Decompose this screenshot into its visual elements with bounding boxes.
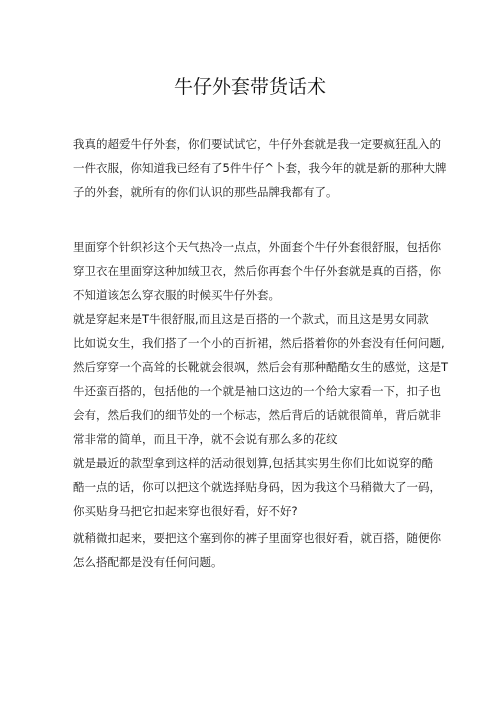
text-line: 酷一点的话，你可以把这个就选择贴身码，因为我这个马稍微大了一码， (73, 480, 441, 494)
document-title: 牛仔外套带货话术 (173, 76, 326, 98)
text-line: 不知道该怎么穿衣服的时候买牛仔外套。 (73, 288, 280, 302)
text-line: 子的外套，就所有的你们认识的那些品牌我都有了。 (73, 185, 338, 199)
text-line: 一件衣服，你知道我已经有了5件牛仔^卜套，我今年的就是新的那种大牌 (73, 161, 447, 175)
text-line: 里面穿个针织衫这个天气热冷一点点，外面套个牛仔外套很舒服，包括你 (73, 240, 441, 254)
text-line: 比如说女生，我们搭了一个小的百折裙，然后搭着你的外套没有任何问题, (73, 336, 445, 350)
text-line: 你买贴身马把它扣起来穿也很好看，好不好? (73, 504, 298, 518)
text-line: 就是最近的款型拿到这样的活动很划算,包括其实男生你们比如说穿的酷 (73, 456, 434, 470)
text-line: 常非常的简单，而且干净，就不会说有那么多的花纹 (73, 432, 338, 446)
text-line: 就是穿起来是T牛很舒服,而且这是百搭的一个款式，而且这是男女同款 (73, 312, 429, 326)
text-line: 然后穿穿一个高耸的长靴就会很飒，然后会有那种酷酷女生的感觉，这是T (73, 360, 449, 374)
text-line: 牛还蛮百搭的，包括他的一个就是袖口这边的一个给大家看一下，扣子也 (73, 384, 441, 398)
text-line: 怎么搭配都是没有任何问题。 (73, 555, 223, 569)
text-line: 我真的超爱牛仔外套，你们要试试它，牛仔外套就是我一定要疯狂乱入的 (73, 137, 441, 151)
text-line: 就稍微扣起来，要把这个塞到你的裤子里面穿也很好看，就百搭，随便你 (73, 531, 441, 545)
text-line: 会有，然后我们的细节处的一个标志，然后背后的话就很简单，背后就非 (73, 408, 441, 422)
text-line: 穿卫衣在里面穿这种加绒卫衣，然后你再套个牛仔外套就是真的百搭，你 (73, 264, 441, 278)
